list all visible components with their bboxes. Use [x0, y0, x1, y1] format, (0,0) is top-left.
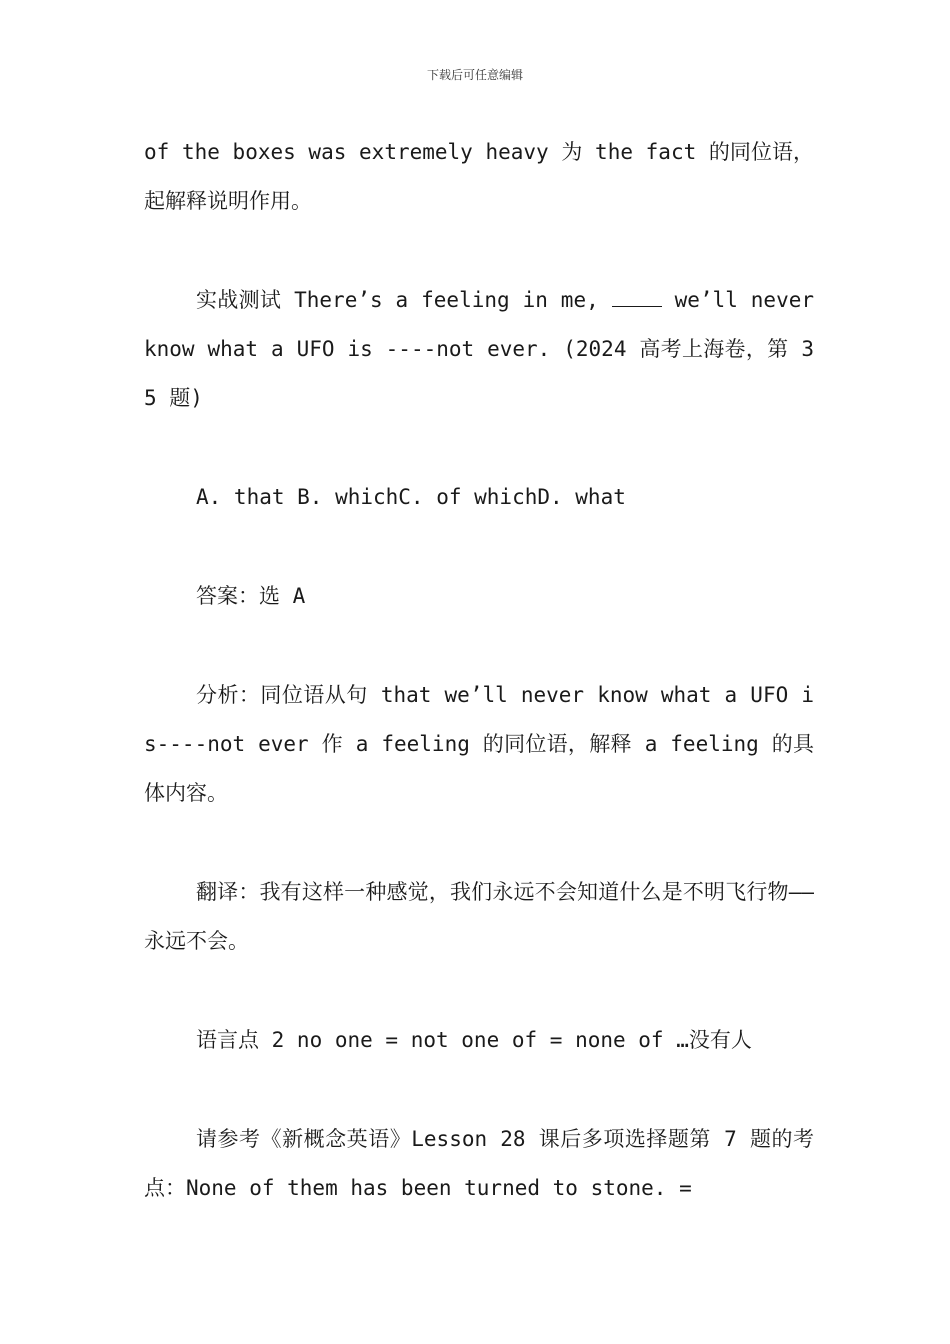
paragraph-choices: A. that B. whichC. of whichD. what [196, 485, 626, 509]
paragraph-language-point: 语言点 2 no one = not one of = none of …没有人 [196, 1028, 752, 1052]
paragraph-reference: 请参考《新概念英语》Lesson 28 课后多项选择题第 7 题的考点：None of them has been turned to stone. = [144, 1127, 814, 1200]
page-header: 下载后可任意编辑 [426, 68, 523, 82]
paragraph-answer: 答案：选 A [196, 584, 306, 608]
practice-test-text-end: we’ll never know what a UFO is ----not ever. (2024 高考上海卷，第 35 题) [144, 288, 814, 410]
paragraph-translation: 翻译：我有这样一种感觉，我们永远不会知道什么是不明飞行物——永远不会。 [144, 880, 814, 953]
paragraph-appositive-explanation: of the boxes was extremely heavy 为 the fact 的同位语，起解释说明作用。 [144, 140, 814, 213]
paragraph-analysis: 分析：同位语从句 that we’ll never know what a UFO is----not ever 作 a feeling 的同位语，解释 a feeling 的具体内容。 [144, 683, 814, 805]
document-body [144, 128, 814, 1263]
answer-blank [612, 288, 662, 307]
practice-test-text-start: 实战测试 There’s a feeling in me, [196, 288, 612, 312]
paragraph-practice-test [144, 276, 814, 423]
